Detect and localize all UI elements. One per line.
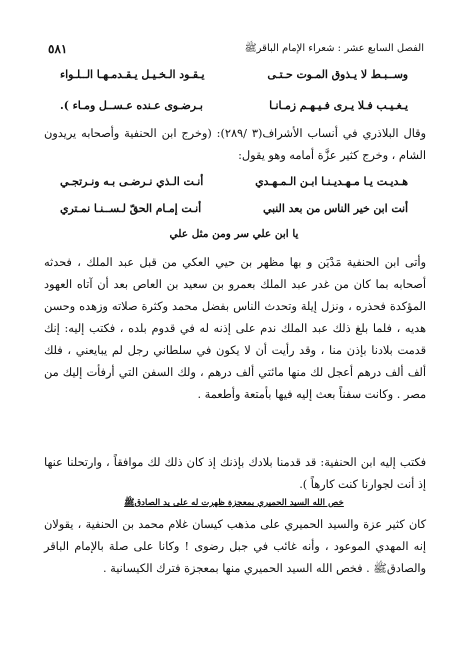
section-heading: خص الله السيد الحميري بمعجزة ظهرت له على يد الصادقﷺ: [124, 498, 344, 508]
chapter-title: الفصل السابع عشر : شعراء الإمام الباقرﷺ: [244, 43, 424, 54]
verse-hemistich-first: وســبـط لا يـذوق المـوت حـتـى: [267, 68, 408, 81]
running-header: [48, 41, 424, 57]
verse-heading: يا ابن علي سر ومن مثل علي: [169, 228, 299, 240]
verse-hemistich-second: يـقـود الـخـيـل يـقـدمـهـا الــلـواء: [60, 68, 205, 81]
verse-hemistich-second: أنـت إمـام الحقّ لـســنـا نمـتري: [60, 202, 202, 215]
verse-line: [60, 202, 408, 215]
verse-hemistich-second: بـرضـوى عـنده عـســل ومـاء ).: [60, 99, 203, 112]
verse-line: [60, 175, 408, 188]
verse-hemistich-second: أنـت الـذي نـرضـى بـه ونـرتجـي: [60, 175, 204, 188]
reply-paragraph: فكتب إليه ابن الحنفية: قد قدمنا بلادك بإذنك إذ كان ذلك لك موافقاً ، وارتحلنا عنها إذ أنت لجوارنا كنت كارهاً ).: [44, 456, 426, 491]
verse-hemistich-first: أنت ابن خير الناس من بعد النبي: [263, 202, 408, 215]
page-number: ٥٨١: [48, 42, 68, 56]
verse-hemistich-first: هـديـت يـا مـهـديـنـا ابـن الـمـهـدي: [255, 175, 408, 188]
verse-line: [60, 68, 408, 81]
main-paragraph: وأتى ابن الحنفية مَدْيَن و بها مظهر بن حيي العكي من قبل عبد الملك ، فحدثه أصحابه بما كان من غدر عبد الملك بعمرو بن سعيد بن العاص بعد أن آتاه العهود المؤكدة فحذره ، ونزل إيلة وتحدث الناس بفضل محمد وكثرة صلاته وزهده وحسن هديه ، فلما بلغ ذلك عبد الملك ندم على إذنه له في قدوم بلده ، فكتب إليه: إنك قدمت بلادنا بإذن منا ، وقد رأيت أن لا يكون في سلطاني رجل لم يبايعني ، فلك ألف ألف درهم أعجل لك منها مائتي ألف درهم ، ولك السفن التي أرفأت إليك من مصر . وكانت سفناً بعث إليه فيها بأمتعة وأطعمة .: [44, 256, 426, 401]
closing-paragraph: كان كثير عزة والسيد الحميري على مذهب كيسان غلام محمد بن الحنفية ، يقولان إنه المهدي الموعود ، وأنه غائب في جبل رضوى ! وكانا على صلة بالإمام الباقر والصادقﷺ . فخص الله السيد الحميري منها بمعجزة فترك الكيسانية .: [44, 518, 426, 575]
verse-hemistich-first: يـغـيـب فـلا يـرى فـيـهـم زمـانـا: [269, 99, 408, 112]
verse-line: [60, 99, 408, 112]
intro-paragraph: وقال البلاذري في أنساب الأشراف(٣ /٢٨٩): (وخرج ابن الحنفية وأصحابه يريدون الشام ، وخرج كثير عزَّة أمامه وهو يقول:: [44, 127, 427, 162]
